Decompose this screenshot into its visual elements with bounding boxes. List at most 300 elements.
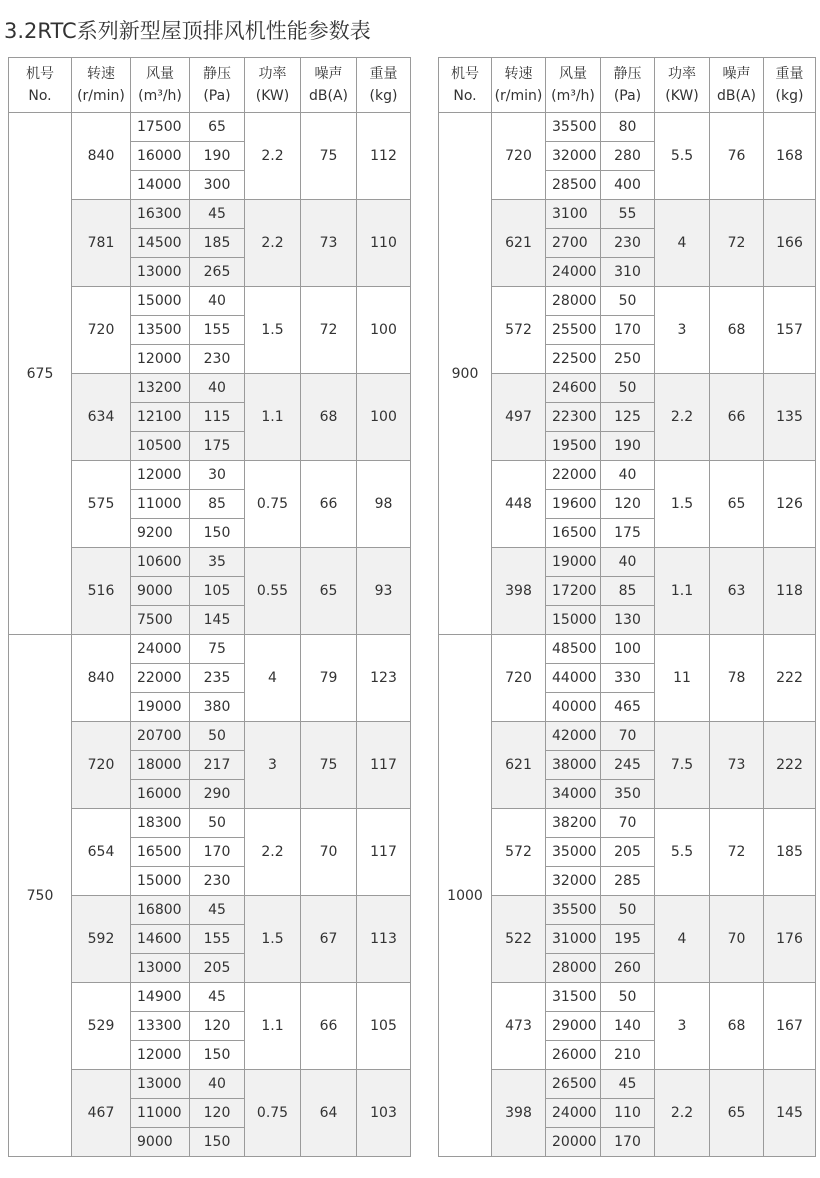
airflow-cell: 9000 (131, 577, 190, 606)
noise-cell: 70 (301, 809, 357, 896)
speed-cell: 720 (72, 722, 131, 809)
speed-cell: 592 (72, 896, 131, 983)
power-cell: 0.75 (245, 461, 301, 548)
airflow-cell: 15000 (131, 867, 190, 896)
header-noise-unit: dB(A) (309, 88, 348, 104)
power-cell: 11 (655, 635, 710, 722)
speed-cell: 398 (492, 1070, 546, 1157)
machine-no-cell: 675 (9, 113, 72, 635)
airflow-cell: 11000 (131, 1099, 190, 1128)
header-static-pressure (190, 58, 245, 113)
noise-cell: 70 (710, 896, 764, 983)
airflow-cell: 13500 (131, 316, 190, 345)
table-row (439, 287, 816, 316)
table-row (439, 722, 816, 751)
airflow-cell: 20000 (546, 1128, 601, 1157)
airflow-cell: 11000 (131, 490, 190, 519)
static-pressure-cell: 185 (190, 229, 245, 258)
airflow-cell: 31500 (546, 983, 601, 1012)
noise-cell: 66 (301, 983, 357, 1070)
airflow-cell: 13000 (131, 1070, 190, 1099)
airflow-cell: 32000 (546, 142, 601, 171)
header-speed-zh: 转速 (87, 66, 115, 82)
noise-cell: 72 (301, 287, 357, 374)
airflow-cell: 35500 (546, 113, 601, 142)
static-pressure-cell: 40 (190, 374, 245, 403)
static-pressure-cell: 230 (601, 229, 655, 258)
airflow-cell: 13200 (131, 374, 190, 403)
airflow-cell: 18000 (131, 751, 190, 780)
airflow-cell: 38000 (546, 751, 601, 780)
static-pressure-cell: 230 (190, 867, 245, 896)
static-pressure-cell: 230 (190, 345, 245, 374)
static-pressure-cell: 45 (190, 200, 245, 229)
noise-cell: 78 (710, 635, 764, 722)
speed-cell: 572 (492, 809, 546, 896)
table-row (439, 548, 816, 577)
static-pressure-cell: 50 (190, 722, 245, 751)
weight-cell: 93 (357, 548, 411, 635)
power-cell: 5.5 (655, 113, 710, 200)
static-pressure-cell: 300 (190, 171, 245, 200)
header-static-pressure-zh: 静压 (203, 66, 231, 82)
power-cell: 2.2 (245, 113, 301, 200)
header-airflow-unit: (m³/h) (551, 88, 595, 104)
table-header-row (439, 58, 816, 113)
performance-table-right (438, 57, 816, 1157)
weight-cell: 176 (764, 896, 816, 983)
power-cell: 0.55 (245, 548, 301, 635)
static-pressure-cell: 50 (601, 374, 655, 403)
airflow-cell: 22000 (131, 664, 190, 693)
static-pressure-cell: 205 (190, 954, 245, 983)
table-row (439, 200, 816, 229)
weight-cell: 168 (764, 113, 816, 200)
airflow-cell: 35000 (546, 838, 601, 867)
weight-cell: 105 (357, 983, 411, 1070)
noise-cell: 72 (710, 809, 764, 896)
speed-cell: 467 (72, 1070, 131, 1157)
header-weight-unit: (kg) (369, 88, 398, 104)
header-airflow (546, 58, 601, 113)
static-pressure-cell: 380 (190, 693, 245, 722)
static-pressure-cell: 170 (190, 838, 245, 867)
airflow-cell: 17500 (131, 113, 190, 142)
airflow-cell: 10500 (131, 432, 190, 461)
power-cell: 1.1 (245, 983, 301, 1070)
airflow-cell: 9000 (131, 1128, 190, 1157)
power-cell: 3 (655, 983, 710, 1070)
airflow-cell: 24000 (131, 635, 190, 664)
airflow-cell: 20700 (131, 722, 190, 751)
weight-cell: 117 (357, 809, 411, 896)
airflow-cell: 16300 (131, 200, 190, 229)
header-airflow-zh: 风量 (559, 66, 587, 82)
power-cell: 7.5 (655, 722, 710, 809)
header-speed-unit: (r/min) (77, 88, 125, 104)
table-row (439, 983, 816, 1012)
power-cell: 1.5 (245, 287, 301, 374)
static-pressure-cell: 235 (190, 664, 245, 693)
header-airflow (131, 58, 190, 113)
airflow-cell: 13000 (131, 954, 190, 983)
speed-cell: 621 (492, 722, 546, 809)
static-pressure-cell: 150 (190, 519, 245, 548)
static-pressure-cell: 150 (190, 1041, 245, 1070)
airflow-cell: 22000 (546, 461, 601, 490)
static-pressure-cell: 40 (601, 461, 655, 490)
static-pressure-cell: 80 (601, 113, 655, 142)
airflow-cell: 24000 (546, 258, 601, 287)
weight-cell: 145 (764, 1070, 816, 1157)
power-cell: 1.1 (655, 548, 710, 635)
static-pressure-cell: 115 (190, 403, 245, 432)
speed-cell: 497 (492, 374, 546, 461)
speed-cell: 720 (72, 287, 131, 374)
airflow-cell: 26500 (546, 1070, 601, 1099)
airflow-cell: 14500 (131, 229, 190, 258)
weight-cell: 222 (764, 635, 816, 722)
noise-cell: 66 (301, 461, 357, 548)
table-row (439, 461, 816, 490)
power-cell: 1.5 (245, 896, 301, 983)
static-pressure-cell: 145 (190, 606, 245, 635)
static-pressure-cell: 45 (190, 983, 245, 1012)
static-pressure-cell: 50 (190, 809, 245, 838)
airflow-cell: 7500 (131, 606, 190, 635)
static-pressure-cell: 190 (601, 432, 655, 461)
airflow-cell: 24600 (546, 374, 601, 403)
airflow-cell: 26000 (546, 1041, 601, 1070)
airflow-cell: 12000 (131, 345, 190, 374)
airflow-cell: 28500 (546, 171, 601, 200)
airflow-cell: 28000 (546, 954, 601, 983)
table-row (9, 635, 411, 664)
noise-cell: 66 (710, 374, 764, 461)
header-power (245, 58, 301, 113)
weight-cell: 98 (357, 461, 411, 548)
airflow-cell: 18300 (131, 809, 190, 838)
performance-table-left (8, 57, 411, 1157)
header-machine-no-zh: 机号 (26, 66, 54, 82)
noise-cell: 75 (301, 722, 357, 809)
speed-cell: 781 (72, 200, 131, 287)
noise-cell: 67 (301, 896, 357, 983)
noise-cell: 68 (710, 983, 764, 1070)
static-pressure-cell: 120 (190, 1012, 245, 1041)
header-noise (301, 58, 357, 113)
static-pressure-cell: 55 (601, 200, 655, 229)
speed-cell: 398 (492, 548, 546, 635)
noise-cell: 68 (710, 287, 764, 374)
speed-cell: 572 (492, 287, 546, 374)
static-pressure-cell: 40 (601, 548, 655, 577)
static-pressure-cell: 210 (601, 1041, 655, 1070)
header-machine-no-zh: 机号 (451, 66, 479, 82)
weight-cell: 112 (357, 113, 411, 200)
static-pressure-cell: 70 (601, 722, 655, 751)
static-pressure-cell: 205 (601, 838, 655, 867)
airflow-cell: 40000 (546, 693, 601, 722)
airflow-cell: 16800 (131, 896, 190, 925)
static-pressure-cell: 130 (601, 606, 655, 635)
static-pressure-cell: 50 (601, 983, 655, 1012)
header-power (655, 58, 710, 113)
static-pressure-cell: 35 (190, 548, 245, 577)
static-pressure-cell: 100 (601, 635, 655, 664)
static-pressure-cell: 280 (601, 142, 655, 171)
power-cell: 2.2 (655, 374, 710, 461)
airflow-cell: 12100 (131, 403, 190, 432)
speed-cell: 448 (492, 461, 546, 548)
power-cell: 2.2 (245, 809, 301, 896)
airflow-cell: 29000 (546, 1012, 601, 1041)
noise-cell: 63 (710, 548, 764, 635)
airflow-cell: 25500 (546, 316, 601, 345)
header-static-pressure-unit: (Pa) (613, 88, 642, 104)
static-pressure-cell: 45 (190, 896, 245, 925)
airflow-cell: 19500 (546, 432, 601, 461)
speed-cell: 840 (72, 635, 131, 722)
header-static-pressure-zh: 静压 (613, 66, 642, 82)
header-airflow-zh: 风量 (146, 66, 174, 82)
noise-cell: 64 (301, 1070, 357, 1157)
static-pressure-cell: 265 (190, 258, 245, 287)
weight-cell: 100 (357, 287, 411, 374)
static-pressure-cell: 70 (601, 809, 655, 838)
static-pressure-cell: 250 (601, 345, 655, 374)
table-row (439, 896, 816, 925)
static-pressure-cell: 85 (190, 490, 245, 519)
static-pressure-cell: 170 (601, 316, 655, 345)
speed-cell: 720 (492, 635, 546, 722)
static-pressure-cell: 170 (601, 1128, 655, 1157)
weight-cell: 166 (764, 200, 816, 287)
power-cell: 4 (245, 635, 301, 722)
header-power-zh: 功率 (258, 66, 287, 82)
power-cell: 4 (655, 896, 710, 983)
static-pressure-cell: 217 (190, 751, 245, 780)
speed-cell: 516 (72, 548, 131, 635)
airflow-cell: 22300 (546, 403, 601, 432)
airflow-cell: 19000 (131, 693, 190, 722)
static-pressure-cell: 40 (190, 1070, 245, 1099)
static-pressure-cell: 110 (601, 1099, 655, 1128)
airflow-cell: 14900 (131, 983, 190, 1012)
airflow-cell: 42000 (546, 722, 601, 751)
airflow-cell: 48500 (546, 635, 601, 664)
airflow-cell: 34000 (546, 780, 601, 809)
speed-cell: 840 (72, 113, 131, 200)
header-machine-no (9, 58, 72, 113)
airflow-cell: 12000 (131, 461, 190, 490)
airflow-cell: 35500 (546, 896, 601, 925)
noise-cell: 65 (710, 461, 764, 548)
weight-cell: 103 (357, 1070, 411, 1157)
weight-cell: 118 (764, 548, 816, 635)
static-pressure-cell: 140 (601, 1012, 655, 1041)
static-pressure-cell: 125 (601, 403, 655, 432)
header-speed (492, 58, 546, 113)
static-pressure-cell: 75 (190, 635, 245, 664)
power-cell: 2.2 (245, 200, 301, 287)
speed-cell: 634 (72, 374, 131, 461)
speed-cell: 720 (492, 113, 546, 200)
airflow-cell: 16500 (131, 838, 190, 867)
weight-cell: 157 (764, 287, 816, 374)
static-pressure-cell: 155 (190, 925, 245, 954)
header-speed (72, 58, 131, 113)
table-row (439, 1070, 816, 1099)
header-power-zh: 功率 (668, 66, 696, 82)
airflow-cell: 38200 (546, 809, 601, 838)
airflow-cell: 12000 (131, 1041, 190, 1070)
airflow-cell: 13300 (131, 1012, 190, 1041)
static-pressure-cell: 155 (190, 316, 245, 345)
airflow-cell: 16000 (131, 142, 190, 171)
noise-cell: 72 (710, 200, 764, 287)
header-noise (710, 58, 764, 113)
power-cell: 3 (655, 287, 710, 374)
noise-cell: 76 (710, 113, 764, 200)
weight-cell: 110 (357, 200, 411, 287)
static-pressure-cell: 285 (601, 867, 655, 896)
table-row (439, 635, 816, 664)
static-pressure-cell: 190 (190, 142, 245, 171)
power-cell: 3 (245, 722, 301, 809)
power-cell: 2.2 (655, 1070, 710, 1157)
speed-cell: 654 (72, 809, 131, 896)
airflow-cell: 14600 (131, 925, 190, 954)
noise-cell: 65 (710, 1070, 764, 1157)
airflow-cell: 32000 (546, 867, 601, 896)
speed-cell: 621 (492, 200, 546, 287)
header-weight (357, 58, 411, 113)
airflow-cell: 19000 (546, 548, 601, 577)
airflow-cell: 15000 (546, 606, 601, 635)
power-cell: 4 (655, 200, 710, 287)
table-row (439, 113, 816, 142)
static-pressure-cell: 105 (190, 577, 245, 606)
static-pressure-cell: 175 (190, 432, 245, 461)
page-title: 3.2RTC系列新型屋顶排风机性能参数表 (4, 19, 371, 43)
airflow-cell: 2700 (546, 229, 601, 258)
airflow-cell: 17200 (546, 577, 601, 606)
speed-cell: 529 (72, 983, 131, 1070)
speed-cell: 473 (492, 983, 546, 1070)
header-static-pressure-unit: (Pa) (203, 88, 231, 104)
airflow-cell: 22500 (546, 345, 601, 374)
noise-cell: 68 (301, 374, 357, 461)
machine-no-cell: 750 (9, 635, 72, 1157)
airflow-cell: 28000 (546, 287, 601, 316)
static-pressure-cell: 245 (601, 751, 655, 780)
header-airflow-unit: (m³/h) (138, 88, 182, 104)
weight-cell: 135 (764, 374, 816, 461)
power-cell: 5.5 (655, 809, 710, 896)
noise-cell: 73 (301, 200, 357, 287)
static-pressure-cell: 260 (601, 954, 655, 983)
header-noise-zh: 噪声 (722, 66, 751, 82)
airflow-cell: 3100 (546, 200, 601, 229)
airflow-cell: 14000 (131, 171, 190, 200)
header-machine-no (439, 58, 492, 113)
header-noise-unit: dB(A) (717, 88, 756, 104)
weight-cell: 113 (357, 896, 411, 983)
noise-cell: 65 (301, 548, 357, 635)
header-power-unit: (KW) (255, 88, 290, 104)
airflow-cell: 16000 (131, 780, 190, 809)
table-row (439, 809, 816, 838)
airflow-cell: 19600 (546, 490, 601, 519)
machine-no-cell: 1000 (439, 635, 492, 1157)
static-pressure-cell: 465 (601, 693, 655, 722)
machine-no-cell: 900 (439, 113, 492, 635)
weight-cell: 126 (764, 461, 816, 548)
header-noise-zh: 噪声 (314, 66, 343, 82)
static-pressure-cell: 65 (190, 113, 245, 142)
header-machine-no-unit: No. (28, 88, 52, 104)
static-pressure-cell: 150 (190, 1128, 245, 1157)
table-row (9, 113, 411, 142)
weight-cell: 222 (764, 722, 816, 809)
power-cell: 1.5 (655, 461, 710, 548)
airflow-cell: 31000 (546, 925, 601, 954)
airflow-cell: 9200 (131, 519, 190, 548)
table-header-row (9, 58, 411, 113)
static-pressure-cell: 85 (601, 577, 655, 606)
header-weight-zh: 重量 (775, 66, 804, 82)
static-pressure-cell: 45 (601, 1070, 655, 1099)
table-row (439, 374, 816, 403)
airflow-cell: 24000 (546, 1099, 601, 1128)
airflow-cell: 10600 (131, 548, 190, 577)
static-pressure-cell: 30 (190, 461, 245, 490)
weight-cell: 185 (764, 809, 816, 896)
power-cell: 1.1 (245, 374, 301, 461)
speed-cell: 575 (72, 461, 131, 548)
static-pressure-cell: 400 (601, 171, 655, 200)
speed-cell: 522 (492, 896, 546, 983)
header-weight (764, 58, 816, 113)
header-weight-unit: (kg) (775, 88, 804, 104)
weight-cell: 123 (357, 635, 411, 722)
static-pressure-cell: 40 (190, 287, 245, 316)
noise-cell: 79 (301, 635, 357, 722)
static-pressure-cell: 120 (601, 490, 655, 519)
header-weight-zh: 重量 (369, 66, 398, 82)
static-pressure-cell: 350 (601, 780, 655, 809)
weight-cell: 167 (764, 983, 816, 1070)
static-pressure-cell: 120 (190, 1099, 245, 1128)
weight-cell: 117 (357, 722, 411, 809)
header-speed-zh: 转速 (504, 66, 533, 82)
header-speed-unit: (r/min) (494, 88, 543, 104)
airflow-cell: 16500 (546, 519, 601, 548)
noise-cell: 73 (710, 722, 764, 809)
power-cell: 0.75 (245, 1070, 301, 1157)
static-pressure-cell: 50 (601, 896, 655, 925)
header-power-unit: (KW) (665, 88, 699, 104)
header-machine-no-unit: No. (453, 88, 477, 104)
static-pressure-cell: 330 (601, 664, 655, 693)
airflow-cell: 44000 (546, 664, 601, 693)
static-pressure-cell: 195 (601, 925, 655, 954)
airflow-cell: 13000 (131, 258, 190, 287)
weight-cell: 100 (357, 374, 411, 461)
noise-cell: 75 (301, 113, 357, 200)
header-static-pressure (601, 58, 655, 113)
